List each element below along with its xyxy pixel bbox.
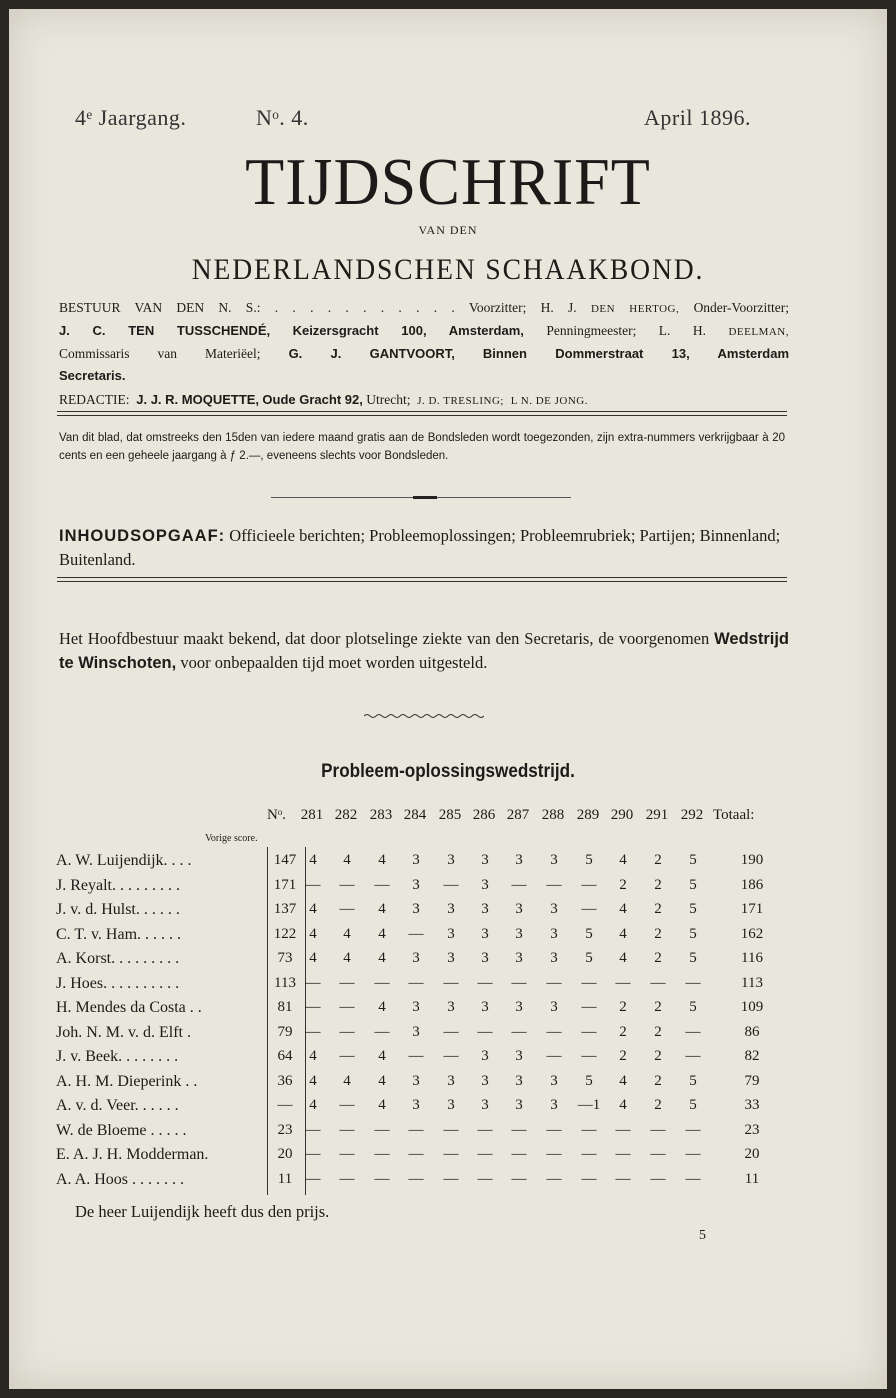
- row-score: —: [511, 974, 527, 991]
- row-total: 109: [740, 999, 764, 1015]
- row-score: 5: [689, 925, 697, 942]
- vorige-score-label: Vorige score.: [205, 833, 258, 844]
- moquette-addr: Oude Gracht 92,: [262, 392, 363, 407]
- row-score: —: [650, 1170, 666, 1187]
- row-score: —: [339, 999, 355, 1015]
- row-score: 3: [481, 876, 489, 893]
- row-prev-score: 36: [277, 1072, 293, 1089]
- row-score: 3: [481, 852, 489, 868]
- row-score: 5: [689, 901, 697, 917]
- row-score: —: [511, 1170, 527, 1187]
- contents-label: INHOUDSOPGAAF:: [59, 527, 226, 545]
- row-score: —: [581, 876, 597, 893]
- row-score: —: [477, 1170, 493, 1187]
- issue-number: Nᵒ. 4.: [256, 105, 309, 130]
- row-score: —: [374, 1146, 390, 1162]
- column-total-label: Totaal:: [713, 807, 755, 823]
- column-no-label: Nᵒ.: [267, 807, 286, 823]
- row-score: 2: [654, 876, 662, 893]
- row-score: 5: [585, 852, 593, 868]
- row-score: —: [408, 1170, 424, 1187]
- row-score: 4: [309, 925, 317, 942]
- column-problem-282: 282: [334, 807, 358, 823]
- row-score: 3: [412, 999, 420, 1015]
- row-score: —: [546, 1170, 562, 1187]
- section-title: Probleem-oplossingswedstrijd.: [321, 761, 575, 782]
- column-problem-288: 288: [541, 807, 565, 823]
- row-score: —: [511, 876, 527, 893]
- row-total: 11: [744, 1170, 760, 1187]
- volume-label: 4ᵉ Jaargang.: [75, 105, 187, 130]
- row-score: 3: [412, 1072, 420, 1089]
- row-total: 116: [741, 950, 763, 966]
- tresling: J. D. TRESLING;: [417, 395, 504, 407]
- row-score: 2: [654, 901, 662, 917]
- row-score: 4: [378, 901, 386, 917]
- row-score: 5: [585, 925, 593, 942]
- row-score: 3: [447, 1097, 455, 1113]
- row-score: 5: [689, 950, 697, 966]
- row-total: 113: [741, 974, 763, 991]
- hertog: DEN HERTOG,: [590, 303, 680, 315]
- row-prev-score: 11: [277, 1170, 293, 1187]
- subscription-notice: Van dit blad, dat omstreeks den 15den van iedere maand gratis aan de Bondsleden wordt toegezonden, zijn extra-nummers verkrijgbaar à 20 cents en een geheele jaargang à ƒ 2.—, eveneens slechts voor Bondsleden.: [59, 432, 785, 462]
- row-score: —: [511, 1023, 527, 1040]
- row-score: —: [685, 1048, 701, 1064]
- row-score: —: [615, 1121, 631, 1138]
- short-bar: [413, 496, 437, 499]
- row-score: —: [305, 1170, 321, 1187]
- row-score: 4: [309, 950, 317, 966]
- bestuur-label: BESTUUR VAN DEN N. S.: . . . . . . . . . . .: [59, 300, 455, 315]
- contents-block: [59, 524, 789, 572]
- row-score: 4: [343, 950, 351, 966]
- row-score: —: [339, 1170, 355, 1187]
- row-score: 3: [481, 901, 489, 917]
- row-prev-score: 147: [273, 852, 297, 868]
- row-score: —: [408, 1146, 424, 1162]
- row-score: —: [305, 974, 321, 991]
- row-score: —: [581, 1146, 597, 1162]
- ondervoorzitter: Onder-Voorzitter;: [693, 300, 790, 315]
- masthead: [59, 297, 789, 412]
- row-name: A. A. Hoos . . . . . . .: [56, 1170, 185, 1188]
- row-score: 4: [619, 1072, 627, 1089]
- row-score: 4: [619, 950, 627, 966]
- row-score: 4: [309, 901, 317, 917]
- row-score: 4: [309, 1097, 317, 1113]
- row-score: 5: [689, 852, 697, 868]
- column-problem-284: 284: [403, 807, 427, 823]
- row-score: 4: [378, 950, 386, 966]
- row-name: A. Korst. . . . . . . . .: [56, 950, 180, 967]
- journal-title: TIJDSCHRIFT: [245, 144, 651, 219]
- row-score: 2: [654, 852, 662, 868]
- row-score: —: [581, 974, 597, 991]
- row-total: 186: [740, 876, 764, 893]
- announcement-part2: voor onbepaalden tijd moet worden uitgesteld.: [180, 653, 488, 672]
- row-name: A. v. d. Veer. . . . . .: [56, 1097, 179, 1114]
- row-total: 82: [744, 1048, 760, 1064]
- row-score: —: [339, 1097, 355, 1113]
- row-score: 3: [550, 1072, 558, 1089]
- row-score: —: [339, 1146, 355, 1162]
- row-score: —: [546, 1023, 562, 1040]
- announcement: [59, 627, 789, 675]
- row-score: —: [581, 999, 597, 1015]
- column-problem-281: 281: [300, 807, 324, 823]
- row-score: —: [546, 1146, 562, 1162]
- row-score: 4: [309, 1048, 317, 1064]
- row-prev-score: 64: [277, 1048, 293, 1064]
- row-prev-score: 137: [273, 901, 297, 917]
- row-prev-score: 171: [273, 876, 297, 893]
- row-score: 3: [447, 950, 455, 966]
- row-score: —: [339, 974, 355, 991]
- row-name: J. Hoes. . . . . . . . . .: [56, 974, 180, 992]
- row-score: 2: [619, 999, 627, 1015]
- row-score: —: [374, 1121, 390, 1138]
- row-score: 2: [619, 876, 627, 893]
- row-score: 4: [619, 925, 627, 942]
- row-score: 3: [447, 852, 455, 868]
- row-total: 20: [744, 1146, 760, 1162]
- row-name: W. de Bloeme . . . . .: [56, 1121, 187, 1139]
- row-score: 4: [309, 852, 317, 868]
- row-score: —: [305, 1023, 321, 1040]
- row-score: —: [615, 974, 631, 991]
- table-line-left: [267, 847, 268, 1195]
- row-score: 3: [550, 999, 558, 1015]
- voorzitter: Voorzitter; H. J.: [468, 300, 577, 315]
- row-score: —: [581, 1048, 597, 1064]
- row-name: J. v. Beek. . . . . . . .: [56, 1048, 179, 1065]
- tusschende-addr: Keizersgracht 100, Amsterdam,: [292, 323, 524, 338]
- row-score: 3: [481, 999, 489, 1015]
- row-score: 3: [515, 1072, 523, 1089]
- redactie-label: REDACTIE:: [59, 392, 130, 407]
- column-problem-285: 285: [438, 807, 462, 823]
- row-score: —: [581, 1121, 597, 1138]
- row-score: 3: [412, 950, 420, 966]
- row-score: —: [511, 1146, 527, 1162]
- row-score: 3: [412, 1097, 420, 1113]
- row-prev-score: 23: [277, 1121, 293, 1138]
- row-prev-score: 122: [273, 925, 297, 942]
- row-name: E. A. J. H. Modderman.: [56, 1146, 209, 1163]
- row-score: 4: [343, 925, 351, 942]
- issue-date: April 1896.: [644, 105, 751, 130]
- row-score: —: [477, 1023, 493, 1040]
- row-score: —: [477, 974, 493, 991]
- van-den-line: VAN DEN: [418, 223, 478, 237]
- row-score: 2: [654, 1048, 662, 1064]
- row-score: —: [339, 1023, 355, 1040]
- row-score: 3: [412, 1023, 420, 1040]
- contents-text: Officieele berichten; Probleemoplossingen; Probleemrubriek; Partijen; Binnenland; Buitenland.: [59, 526, 781, 569]
- row-score: 4: [309, 1072, 317, 1089]
- row-score: —: [443, 1170, 459, 1187]
- row-score: —: [339, 901, 355, 917]
- row-score: —: [546, 1048, 562, 1064]
- row-score: 4: [619, 852, 627, 868]
- row-name: C. T. v. Ham. . . . . .: [56, 925, 182, 943]
- row-total: 86: [744, 1023, 760, 1040]
- row-score: 3: [447, 925, 455, 942]
- row-score: 3: [515, 1097, 523, 1113]
- row-score: 3: [481, 950, 489, 966]
- table-line-prev: [305, 847, 306, 1195]
- row-score: —: [511, 1121, 527, 1138]
- row-total: 23: [744, 1121, 760, 1138]
- row-score: —: [374, 974, 390, 991]
- row-score: 4: [378, 999, 386, 1015]
- row-score: 3: [481, 925, 489, 942]
- row-score: —: [408, 925, 424, 942]
- row-score: 3: [550, 1097, 558, 1113]
- row-name: A. H. M. Dieperink . .: [56, 1072, 198, 1090]
- row-total: 171: [740, 901, 764, 917]
- row-score: 3: [412, 852, 420, 868]
- row-score: —: [615, 1146, 631, 1162]
- row-score: 3: [550, 950, 558, 966]
- row-score: —: [408, 1121, 424, 1138]
- row-score: —: [443, 1048, 459, 1064]
- row-score: 5: [689, 1097, 697, 1113]
- row-score: 2: [654, 1023, 662, 1040]
- row-score: 5: [585, 1072, 593, 1089]
- row-score: —1: [577, 1097, 601, 1113]
- deelman: DEELMAN,: [728, 326, 790, 338]
- row-score: 2: [619, 1023, 627, 1040]
- row-score: 5: [689, 999, 697, 1015]
- row-score: —: [581, 1170, 597, 1187]
- moquette: J. J. R. MOQUETTE,: [136, 392, 260, 407]
- row-prev-score: 20: [277, 1146, 293, 1162]
- row-score: 4: [378, 1097, 386, 1113]
- row-score: —: [339, 1121, 355, 1138]
- row-score: —: [305, 876, 321, 893]
- column-problem-290: 290: [610, 807, 634, 823]
- row-score: —: [581, 901, 597, 917]
- row-score: 3: [481, 1072, 489, 1089]
- row-score: 3: [515, 999, 523, 1015]
- row-prev-score: 73: [277, 950, 293, 966]
- divider-1: [57, 411, 787, 416]
- row-prev-score: 79: [277, 1023, 293, 1040]
- row-score: 4: [619, 1097, 627, 1113]
- page-number: 5: [699, 1228, 706, 1243]
- row-score: 3: [447, 999, 455, 1015]
- row-score: 3: [481, 1048, 489, 1064]
- row-score: 3: [515, 925, 523, 942]
- column-problem-283: 283: [369, 807, 393, 823]
- jong: L N. DE JONG.: [510, 395, 588, 407]
- row-score: —: [408, 974, 424, 991]
- row-score: 5: [689, 1072, 697, 1089]
- column-problem-291: 291: [645, 807, 669, 823]
- row-score: 3: [481, 1097, 489, 1113]
- row-prev-score: —: [277, 1097, 293, 1113]
- row-score: —: [305, 1121, 321, 1138]
- row-score: —: [477, 1146, 493, 1162]
- row-score: 2: [654, 1072, 662, 1089]
- row-score: —: [685, 974, 701, 991]
- row-score: —: [339, 876, 355, 893]
- row-score: 3: [515, 852, 523, 868]
- document-page: [9, 9, 887, 1389]
- row-score: —: [546, 876, 562, 893]
- row-total: 79: [744, 1072, 760, 1089]
- row-score: 2: [619, 1048, 627, 1064]
- column-problem-289: 289: [576, 807, 600, 823]
- row-score: —: [477, 1121, 493, 1138]
- row-score: 2: [654, 950, 662, 966]
- row-score: —: [443, 876, 459, 893]
- row-score: 4: [378, 925, 386, 942]
- row-score: —: [650, 1146, 666, 1162]
- row-score: 3: [550, 901, 558, 917]
- commissaris: Commissaris van Materiëel;: [59, 346, 261, 361]
- row-score: —: [685, 1170, 701, 1187]
- row-score: 3: [515, 1048, 523, 1064]
- prize-note: De heer Luijendijk heeft dus den prijs.: [75, 1202, 330, 1221]
- row-score: —: [546, 974, 562, 991]
- row-name: A. W. Luijendijk. . . .: [56, 852, 192, 869]
- row-score: 3: [447, 901, 455, 917]
- column-problem-287: 287: [506, 807, 530, 823]
- row-score: 3: [550, 925, 558, 942]
- row-score: —: [581, 1023, 597, 1040]
- row-score: 4: [343, 852, 351, 868]
- row-score: 4: [343, 1072, 351, 1089]
- row-score: 4: [378, 852, 386, 868]
- journal-subtitle: NEDERLANDSCHEN SCHAAKBOND.: [191, 253, 705, 286]
- row-score: 4: [378, 1048, 386, 1064]
- row-score: 2: [654, 999, 662, 1015]
- row-total: 33: [744, 1097, 760, 1113]
- row-score: 5: [689, 876, 697, 893]
- row-prev-score: 113: [274, 974, 296, 991]
- announcement-bold: Wedstrijd te Winschoten,: [59, 630, 790, 672]
- row-score: 3: [515, 950, 523, 966]
- secretaris: Secretaris.: [59, 368, 126, 383]
- row-score: —: [408, 1048, 424, 1064]
- row-score: 3: [515, 901, 523, 917]
- row-score: 2: [654, 1097, 662, 1113]
- row-score: 3: [412, 901, 420, 917]
- row-score: —: [615, 1170, 631, 1187]
- row-score: —: [443, 1121, 459, 1138]
- row-score: —: [650, 1121, 666, 1138]
- row-score: —: [339, 1048, 355, 1064]
- row-score: —: [374, 1023, 390, 1040]
- row-total: 190: [740, 852, 764, 868]
- row-score: 3: [550, 852, 558, 868]
- row-name: H. Mendes da Costa . .: [56, 999, 202, 1016]
- row-score: 3: [447, 1072, 455, 1089]
- row-score: 3: [412, 876, 420, 893]
- row-total: 162: [740, 925, 764, 942]
- row-score: —: [374, 1170, 390, 1187]
- row-name: J. v. d. Hulst. . . . . .: [56, 901, 180, 918]
- row-score: —: [650, 974, 666, 991]
- row-score: —: [374, 876, 390, 893]
- row-score: —: [443, 974, 459, 991]
- row-score: 2: [654, 925, 662, 942]
- row-score: 5: [585, 950, 593, 966]
- row-score: —: [305, 999, 321, 1015]
- divider-2: [57, 577, 787, 582]
- row-score: —: [685, 1121, 701, 1138]
- tusschende: J. C. TEN TUSSCHENDÉ,: [59, 323, 271, 338]
- row-score: —: [685, 1023, 701, 1040]
- row-score: —: [443, 1023, 459, 1040]
- utrecht: Utrecht;: [366, 392, 411, 407]
- row-score: 4: [619, 901, 627, 917]
- row-score: —: [546, 1121, 562, 1138]
- row-name: J. Reyalt. . . . . . . . .: [56, 876, 180, 894]
- row-score: —: [443, 1146, 459, 1162]
- gantvoort: G. J. GANTVOORT,: [288, 346, 455, 361]
- ornament-squiggle: [364, 712, 484, 720]
- penningmeester: Penningmeester; L. H.: [546, 323, 707, 338]
- row-score: —: [685, 1146, 701, 1162]
- gantvoort-addr: Binnen Dommerstraat 13, Amsterdam: [482, 346, 790, 361]
- row-score: 4: [378, 1072, 386, 1089]
- announcement-part1: Het Hoofdbestuur maakt bekend, dat door plotselinge ziekte van den Secretaris, de voorgenomen: [59, 629, 710, 648]
- row-score: —: [305, 1146, 321, 1162]
- column-problem-286: 286: [472, 807, 496, 823]
- row-prev-score: 81: [277, 999, 293, 1015]
- row-name: Joh. N. M. v. d. Elft .: [56, 1023, 191, 1041]
- column-problem-292: 292: [680, 807, 704, 823]
